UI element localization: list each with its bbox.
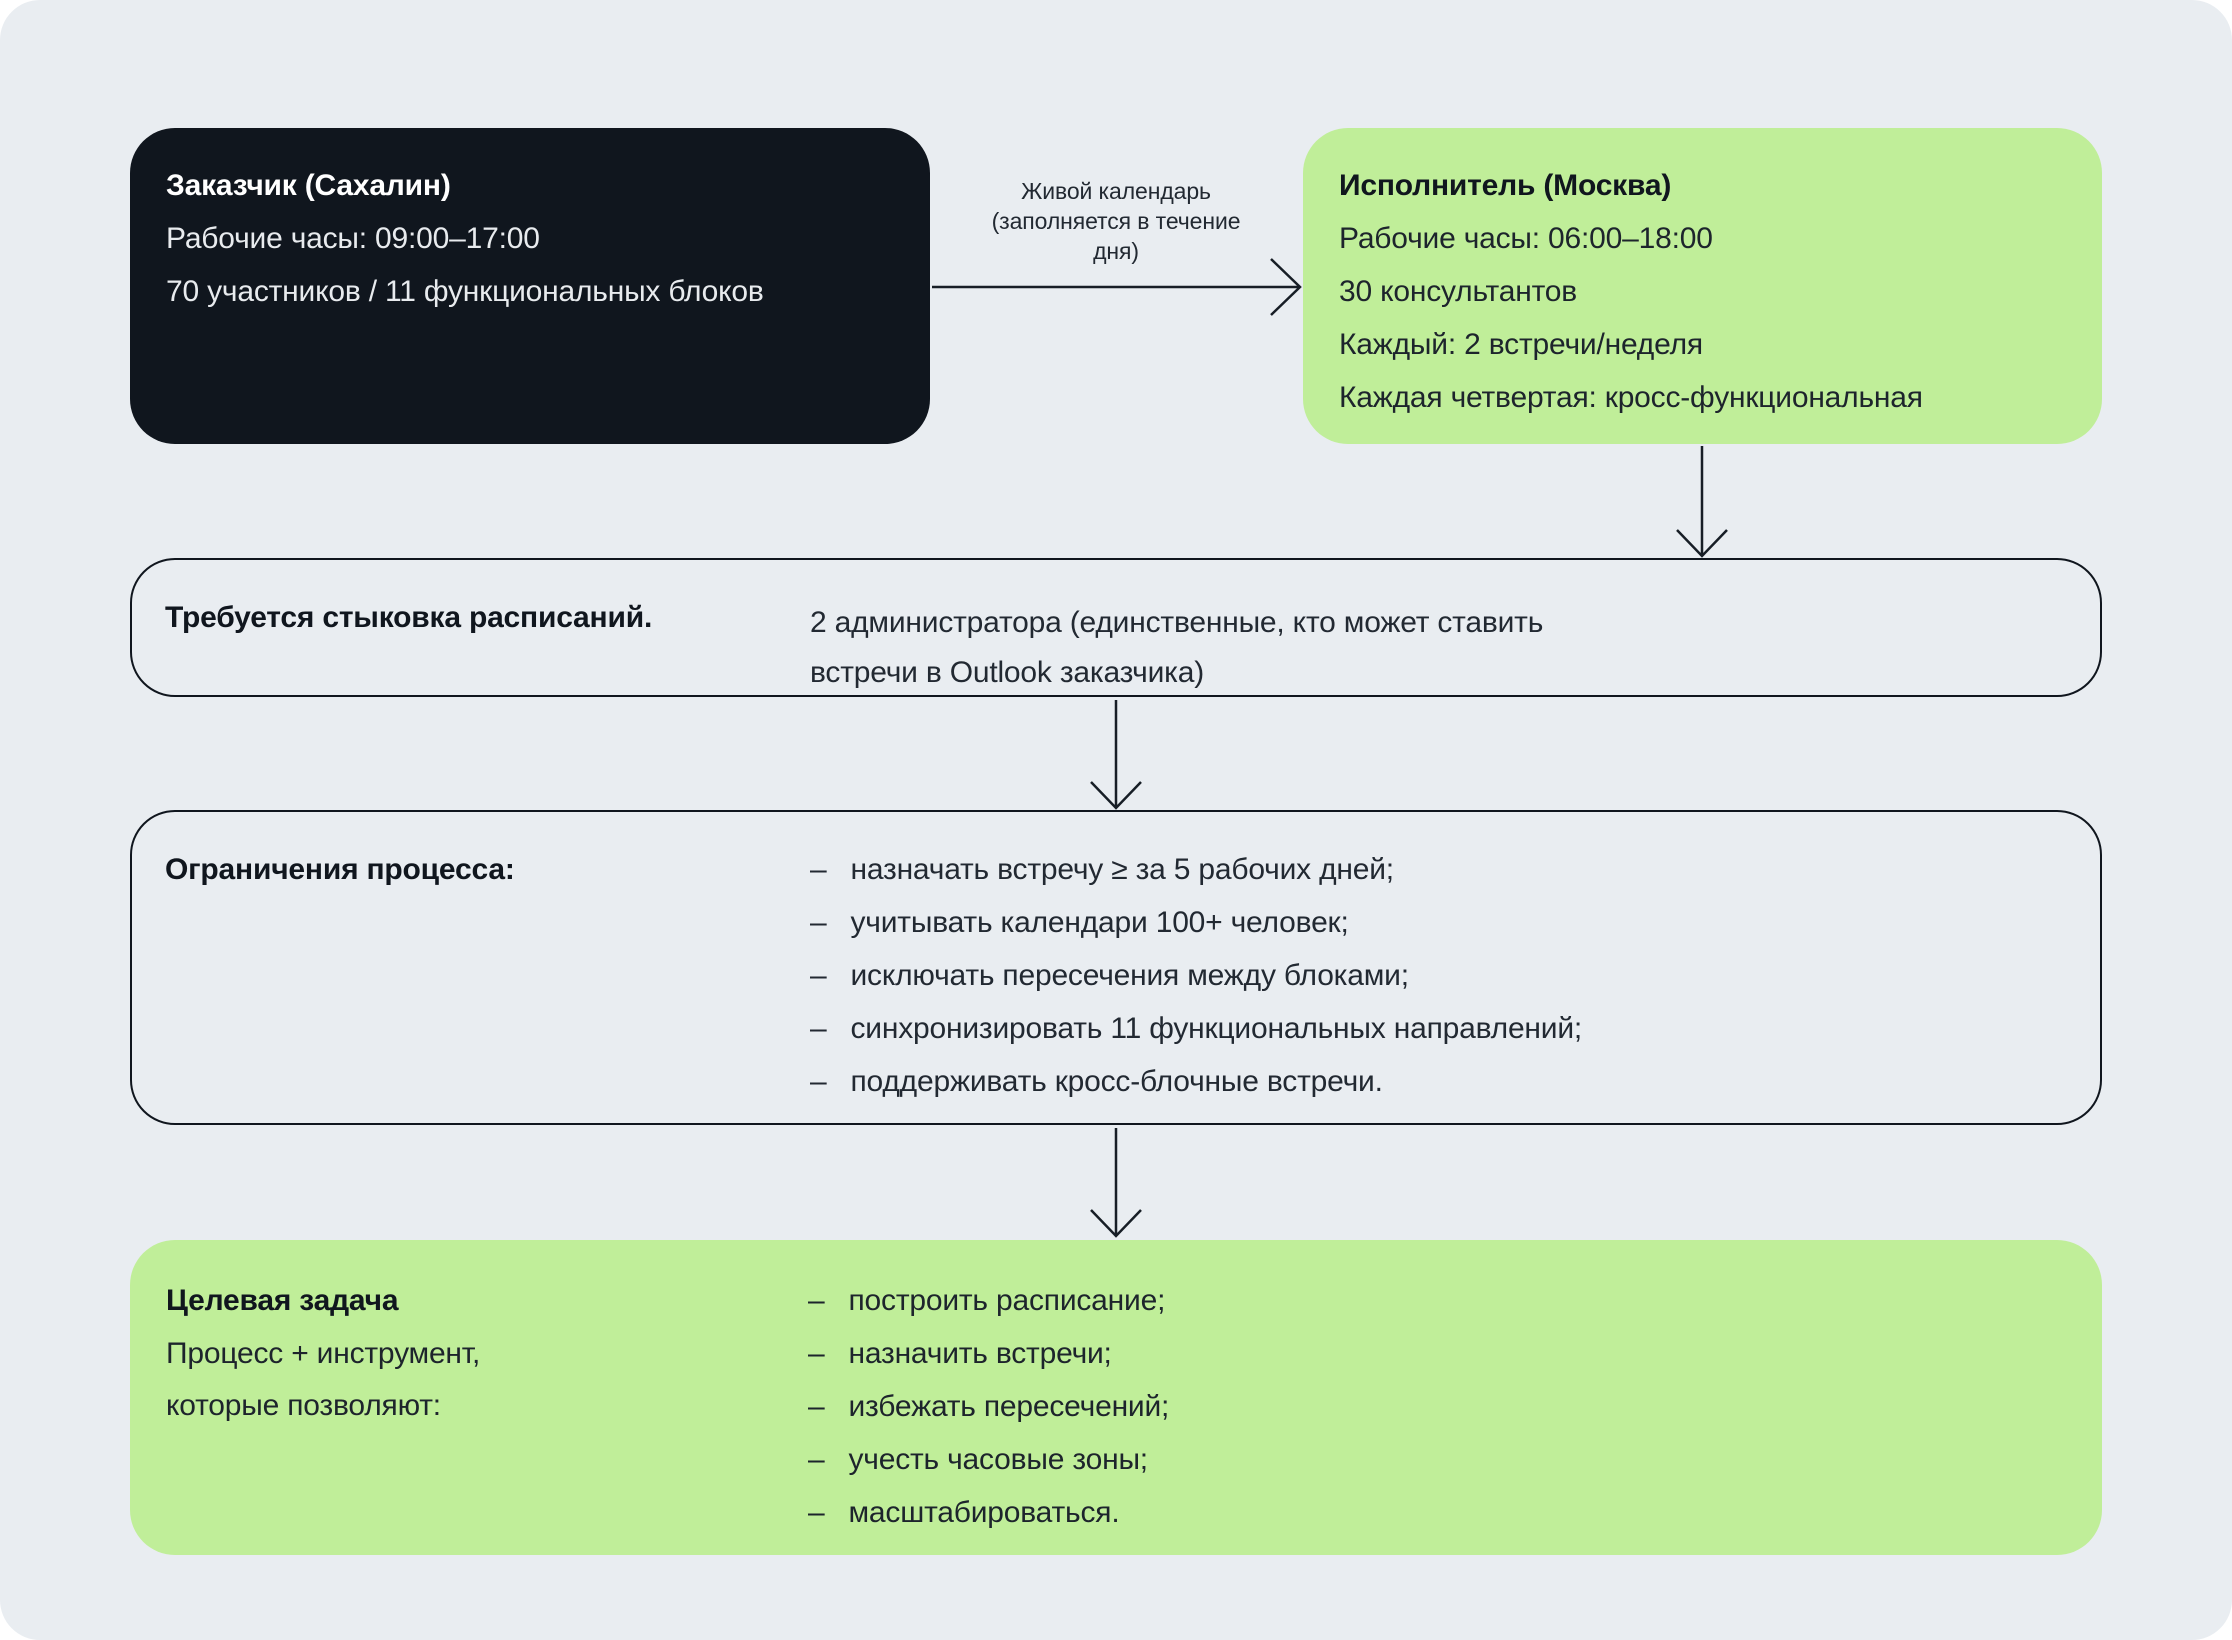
list-item [810, 854, 2090, 885]
constraints-box [130, 810, 2102, 1125]
dash-bullet: – [808, 1443, 825, 1476]
customer-box-line: 70 участников / 11 функциональных блоков [166, 275, 764, 308]
list-item [810, 1013, 2090, 1044]
goal-box-subtitle-line: которые позволяют: [166, 1389, 441, 1422]
list-item-text: синхронизировать 11 функциональных направлений; [850, 1012, 1583, 1045]
list-item-text: учесть часовые зоны; [848, 1443, 1148, 1476]
arrow-constraints-to-goal [1091, 1128, 1141, 1236]
sync-box [130, 558, 2102, 697]
contractor-box-line: 30 консультантов [1339, 275, 1578, 308]
list-item-text: избежать пересечений; [848, 1390, 1170, 1423]
list-item [810, 960, 2090, 991]
contractor-box-line: Рабочие часы: 06:00–18:00 [1339, 222, 1713, 255]
dash-bullet: – [810, 1065, 827, 1098]
contractor-box [1303, 128, 2102, 444]
contractor-box-line: Каждая четвертая: кросс-функциональная [1339, 381, 1923, 414]
constraints-box-title: Ограничения процесса: [165, 853, 515, 886]
list-item-text: построить расписание; [848, 1284, 1166, 1317]
dash-bullet: – [810, 959, 827, 992]
customer-box-line: Рабочие часы: 09:00–17:00 [166, 222, 540, 255]
arrow-label [916, 176, 1316, 266]
list-item-text: поддерживать кросс-блочные встречи. [850, 1065, 1383, 1098]
dash-bullet: – [808, 1337, 825, 1370]
list-item [808, 1338, 2088, 1369]
goal-box-title: Целевая задача [166, 1284, 399, 1317]
dash-bullet: – [808, 1284, 825, 1317]
arrow-contractor-to-sync [1677, 446, 1727, 556]
sync-box-text-line: встречи в Outlook заказчика) [810, 656, 1205, 689]
arrow-sync-to-constraints [1091, 700, 1141, 808]
sync-box-text-line: 2 администратора (единственные, кто может ставить [810, 606, 1544, 639]
list-item [810, 907, 2090, 938]
goal-box [130, 1240, 2102, 1555]
customer-box-title: Заказчик (Сахалин) [166, 169, 451, 202]
list-item [810, 1066, 2090, 1097]
arrow-label-line: дня) [1093, 238, 1139, 264]
list-item-text: масштабироваться. [848, 1496, 1120, 1529]
list-item [808, 1285, 2088, 1316]
contractor-box-line: Каждый: 2 встречи/неделя [1339, 328, 1703, 361]
list-item [808, 1444, 2088, 1475]
customer-box [130, 128, 930, 444]
goal-list [808, 1285, 2088, 1550]
sync-box-title: Требуется стыковка расписаний. [165, 601, 653, 634]
list-item [808, 1391, 2088, 1422]
list-item-text: учитывать календари 100+ человек; [850, 906, 1349, 939]
list-item [808, 1497, 2088, 1528]
dash-bullet: – [808, 1390, 825, 1423]
list-item-text: назначать встречу ≥ за 5 рабочих дней; [850, 853, 1394, 886]
constraints-list [810, 854, 2090, 1119]
dash-bullet: – [810, 853, 827, 886]
dash-bullet: – [810, 906, 827, 939]
list-item-text: исключать пересечения между блоками; [850, 959, 1409, 992]
arrow-label-line: Живой календарь [1021, 178, 1211, 204]
arrow-label-line: (заполняется в течение [991, 208, 1241, 234]
dash-bullet: – [808, 1496, 825, 1529]
contractor-box-title: Исполнитель (Москва) [1339, 169, 1672, 202]
list-item-text: назначить встречи; [848, 1337, 1112, 1370]
dash-bullet: – [810, 1012, 827, 1045]
arrow-customer-to-contractor [932, 259, 1300, 315]
goal-box-subtitle-line: Процесс + инструмент, [166, 1337, 481, 1370]
